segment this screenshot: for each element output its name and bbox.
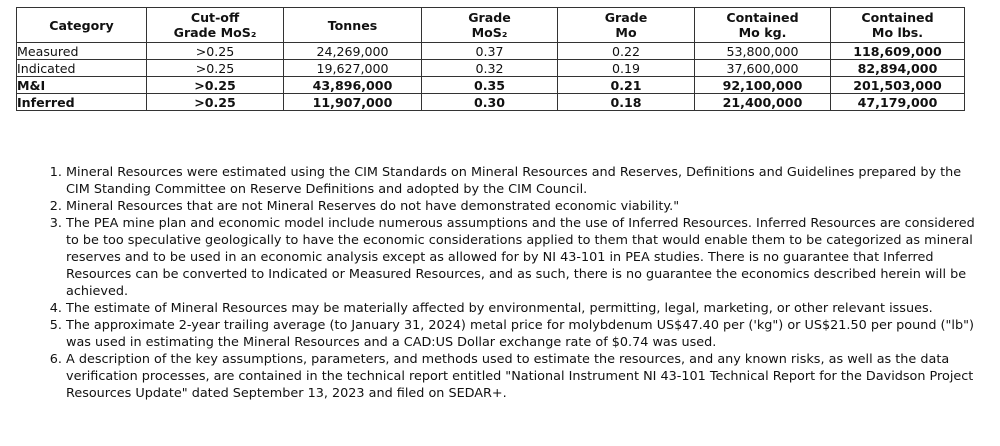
footnote-item: 5. The approximate 2-year trailing average (to January 31, 2024) metal price for molybdenum US$47.40 per ('kg") or US$21.50 per pound ("lb") was used in estimating the Mineral Resources and a CAD:US Dollar exchange rate of $0.74 was used. — [66, 317, 976, 351]
cell-mo-lbs: 47,179,000 — [831, 94, 965, 111]
footnote-item: 4. The estimate of Mineral Resources may be materially affected by environmental, permitting, legal, marketing, or other relevant issues. — [66, 300, 976, 317]
cell-cutoff: >0.25 — [147, 60, 284, 77]
footnote-item: 6. A description of the key assumptions, parameters, and methods used to estimate the resources, and any known risks, as well as the data verification processes, are contained in the technical report entitled "National Instrument NI 43-101 Technical Report for the Davidson Project Resources Update" dated September 13, 2023 and filed on SEDAR+. — [66, 351, 976, 402]
resource-table — [16, 7, 965, 111]
header-grade-mo: Grade Mo — [558, 8, 695, 43]
table-row — [17, 43, 965, 60]
cell-grade-mos2: 0.35 — [422, 77, 558, 94]
cell-tonnes: 24,269,000 — [284, 43, 422, 60]
footnotes-list — [26, 164, 976, 402]
cell-category: M&I — [17, 77, 147, 94]
table-row — [17, 60, 965, 77]
table-row — [17, 94, 965, 111]
header-category: Category — [17, 8, 147, 43]
cell-cutoff: >0.25 — [147, 43, 284, 60]
cell-tonnes: 11,907,000 — [284, 94, 422, 111]
cell-category: Measured — [17, 43, 147, 60]
cell-category: Indicated — [17, 60, 147, 77]
header-contained-mo-kg: Contained Mo kg. — [695, 8, 831, 43]
table-header-row — [17, 8, 965, 43]
footnote-item: 3. The PEA mine plan and economic model include numerous assumptions and the use of Inferred Resources. Inferred Resources are considered to be too speculative geologically to have the economic considerations applied to them that would enable them to be categorized as mineral reserves and to be used in an economic analysis except as allowed for by NI 43-101 in PEA studies. There is no guarantee that Inferred Resources can be converted to Indicated or Measured Resources, and as such, there is no guarantee the economics described herein will be achieved. — [66, 215, 976, 300]
cell-mo-lbs: 118,609,000 — [831, 43, 965, 60]
cell-tonnes: 19,627,000 — [284, 60, 422, 77]
cell-mo-kg: 37,600,000 — [695, 60, 831, 77]
header-tonnes: Tonnes — [284, 8, 422, 43]
cell-mo-kg: 53,800,000 — [695, 43, 831, 60]
header-grade-mos2: Grade MoS₂ — [422, 8, 558, 43]
header-cutoff-grade: Cut-off Grade MoS₂ — [147, 8, 284, 43]
footnote-item: 1. Mineral Resources were estimated using the CIM Standards on Mineral Resources and Reserves, Definitions and Guidelines prepared by the CIM Standing Committee on Reserve Definitions and adopted by the CIM Council. — [66, 164, 976, 198]
header-contained-mo-lbs: Contained Mo lbs. — [831, 8, 965, 43]
cell-mo-kg: 92,100,000 — [695, 77, 831, 94]
cell-mo-lbs: 82,894,000 — [831, 60, 965, 77]
cell-grade-mos2: 0.30 — [422, 94, 558, 111]
cell-grade-mos2: 0.32 — [422, 60, 558, 77]
cell-cutoff: >0.25 — [147, 77, 284, 94]
cell-grade-mo: 0.22 — [558, 43, 695, 60]
cell-category: Inferred — [17, 94, 147, 111]
cell-tonnes: 43,896,000 — [284, 77, 422, 94]
cell-mo-kg: 21,400,000 — [695, 94, 831, 111]
cell-grade-mo: 0.19 — [558, 60, 695, 77]
footnote-item: 2. Mineral Resources that are not Mineral Reserves do not have demonstrated economic viability." — [66, 198, 976, 215]
cell-grade-mos2: 0.37 — [422, 43, 558, 60]
table-row — [17, 77, 965, 94]
cell-grade-mo: 0.21 — [558, 77, 695, 94]
cell-grade-mo: 0.18 — [558, 94, 695, 111]
cell-mo-lbs: 201,503,000 — [831, 77, 965, 94]
cell-cutoff: >0.25 — [147, 94, 284, 111]
